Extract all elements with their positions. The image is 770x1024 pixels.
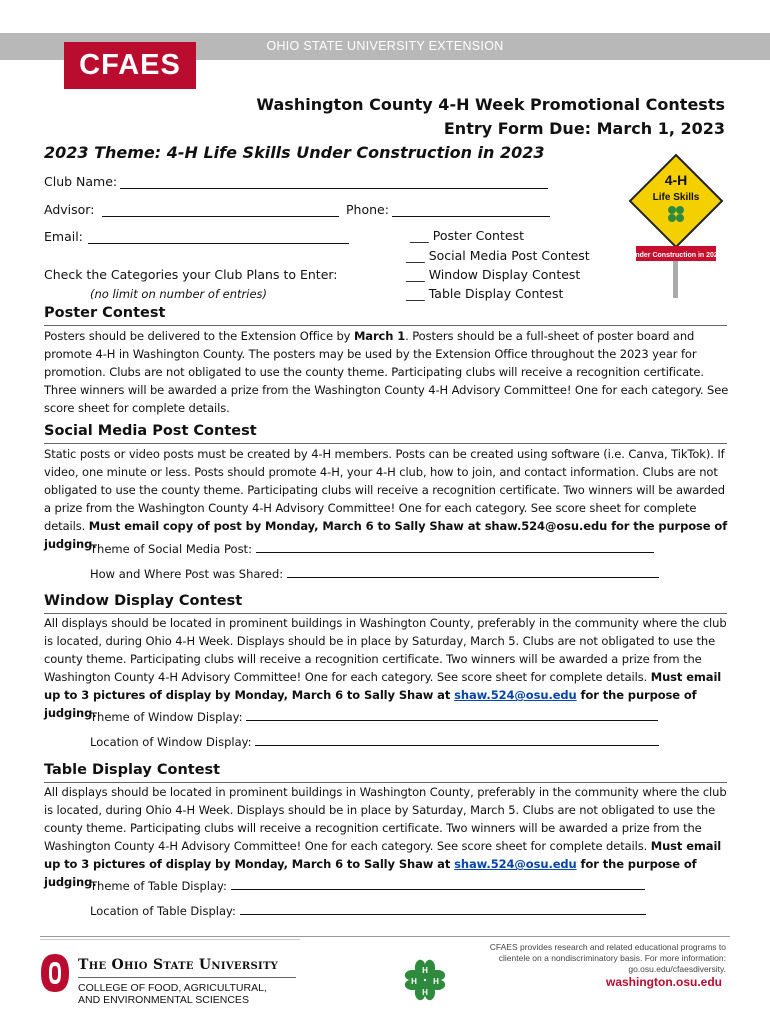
svg-text:H: H [422, 988, 428, 997]
advisor-label: Advisor: [44, 202, 95, 217]
social-text: Static posts or video posts must be created by 4-H members. Posts can be created using software (i.e. Canva, TikTok). If video, one minute or less. Posts should promote 4-H, your 4-H club, how to join, and contact information. Clubs are not obligated to use the county theme. Participating clubs will receive a recognition certificate. Two winners will be awarded a prize from the Washington County 4-H Advisory Committee! One for each category. See score sheet for complete details. Must email copy of post by Monday, March 6 to Sally Shaw at shaw.524@osu.edu for the purpose of judging. [44, 447, 728, 551]
table-email-link[interactable]: shaw.524@osu.edu [454, 857, 577, 871]
check-note: (no limit on number of entries) [90, 287, 268, 301]
cfaes-logo: CFAES [64, 42, 196, 89]
poster-heading: Poster Contest [44, 305, 166, 321]
window-email-link[interactable]: shaw.524@osu.edu [454, 688, 577, 702]
check-label: Check the Categories your Club Plans to Enter: [44, 267, 338, 282]
table-theme-field[interactable]: Theme of Table Display: [90, 879, 645, 893]
category-table[interactable]: ___ Table Display Contest [406, 286, 564, 301]
window-heading: Window Display Contest [44, 593, 243, 609]
window-text: All displays should be located in prominent buildings in Washington County, preferably in the community where the club is located, during Ohio 4-H Week. Displays should be in place by Saturday, March 5. Clubs are not obligated to use the county theme. Participating clubs will receive a recognition certificate. Two winners will be awarded a prize from the Washington County 4-H Advisory Committee! One for each category. See score sheet for complete details. Must email up to 3 pictures of display by Monday, March 6 to Sally Shaw at shaw.524@osu.edu for the purpose of judging. [44, 616, 727, 720]
social-theme-field[interactable]: Theme of Social Media Post: [90, 542, 654, 556]
osu-block-o-icon [40, 953, 70, 993]
table-text: All displays should be located in prominent buildings in Washington County, preferably in the community where the club is located, during Ohio 4-H Week. Displays should be in place by Saturday, March 5. Clubs are not obligated to use the county theme. Participating clubs will receive a recognition certificate. Two winners will be awarded a prize from the Washington County 4-H Advisory Committee! One for each category. See score sheet for complete details. Must email up to 3 pictures of display by Monday, March 6 to Sally Shaw at shaw.524@osu.edu for the purpose of judging. [44, 785, 727, 889]
four-h-clover-icon [400, 955, 450, 1005]
window-location-field[interactable]: Location of Window Display: [90, 735, 659, 749]
svg-text:H: H [411, 977, 417, 986]
club-name-label: Club Name: [44, 174, 118, 189]
table-heading: Table Display Contest [44, 762, 221, 778]
social-where-field[interactable]: How and Where Post was Shared: [90, 567, 659, 581]
category-window[interactable]: ___ Window Display Contest [406, 267, 581, 282]
life-skills-sign [626, 153, 726, 301]
poster-rule [44, 325, 727, 326]
phone-field[interactable] [392, 216, 550, 217]
osu-separator [78, 977, 296, 978]
phone-label: Phone: [346, 202, 389, 217]
svg-text:H: H [433, 977, 439, 986]
advisor-field[interactable] [102, 216, 339, 217]
category-poster[interactable]: ___ Poster Contest [410, 228, 524, 243]
due-date: Entry Form Due: March 1, 2023 [443, 119, 725, 138]
disclaimer: CFAES provides research and related educational programs to clientele on a nondiscriminatory basis. For more information: go.osu.edu/cfaesdiversity. [489, 942, 726, 974]
category-social[interactable]: ___ Social Media Post Contest [406, 248, 590, 263]
svg-text:H: H [422, 966, 428, 975]
theme-heading: 2023 Theme: 4-H Life Skills Under Construction in 2023 [44, 143, 545, 162]
banner-text: OHIO STATE UNIVERSITY EXTENSION [266, 39, 504, 53]
poster-text: Posters should be delivered to the Extension Office by March 1. Posters should be a full-sheet of poster board and promote 4-H in Washington County. The posters may be used by the Extension Office throughout the 2023 year for promotion. Clubs are not obligated to use the county theme. Participating clubs will receive a recognition certificate. Three winners will be awarded a prize from the Washington County 4-H Advisory Committee! One for each category. See score sheet for complete details. [44, 329, 729, 415]
email-label: Email: [44, 229, 83, 244]
footer-rule [40, 936, 730, 937]
sign-sub-text: Life Skills [652, 192, 700, 203]
page-title: Washington County 4-H Week Promotional Contests [256, 95, 725, 114]
sign-banner-text: Under Construction in 2023 [630, 252, 722, 259]
sign-top-text: 4-H [664, 172, 688, 188]
window-theme-field[interactable]: Theme of Window Display: [90, 710, 658, 724]
footer-rule-secondary [40, 939, 300, 940]
osu-wordmark: The Ohio State University [78, 957, 279, 973]
social-rule [44, 443, 727, 444]
website-link[interactable]: washington.osu.edu [606, 975, 722, 989]
table-location-field[interactable]: Location of Table Display: [90, 904, 646, 918]
email-field[interactable] [88, 243, 349, 244]
college-name: COLLEGE OF FOOD, AGRICULTURAL, AND ENVIRONMENTAL SCIENCES [78, 982, 267, 1006]
social-heading: Social Media Post Contest [44, 423, 257, 439]
club-name-field[interactable] [120, 188, 548, 189]
